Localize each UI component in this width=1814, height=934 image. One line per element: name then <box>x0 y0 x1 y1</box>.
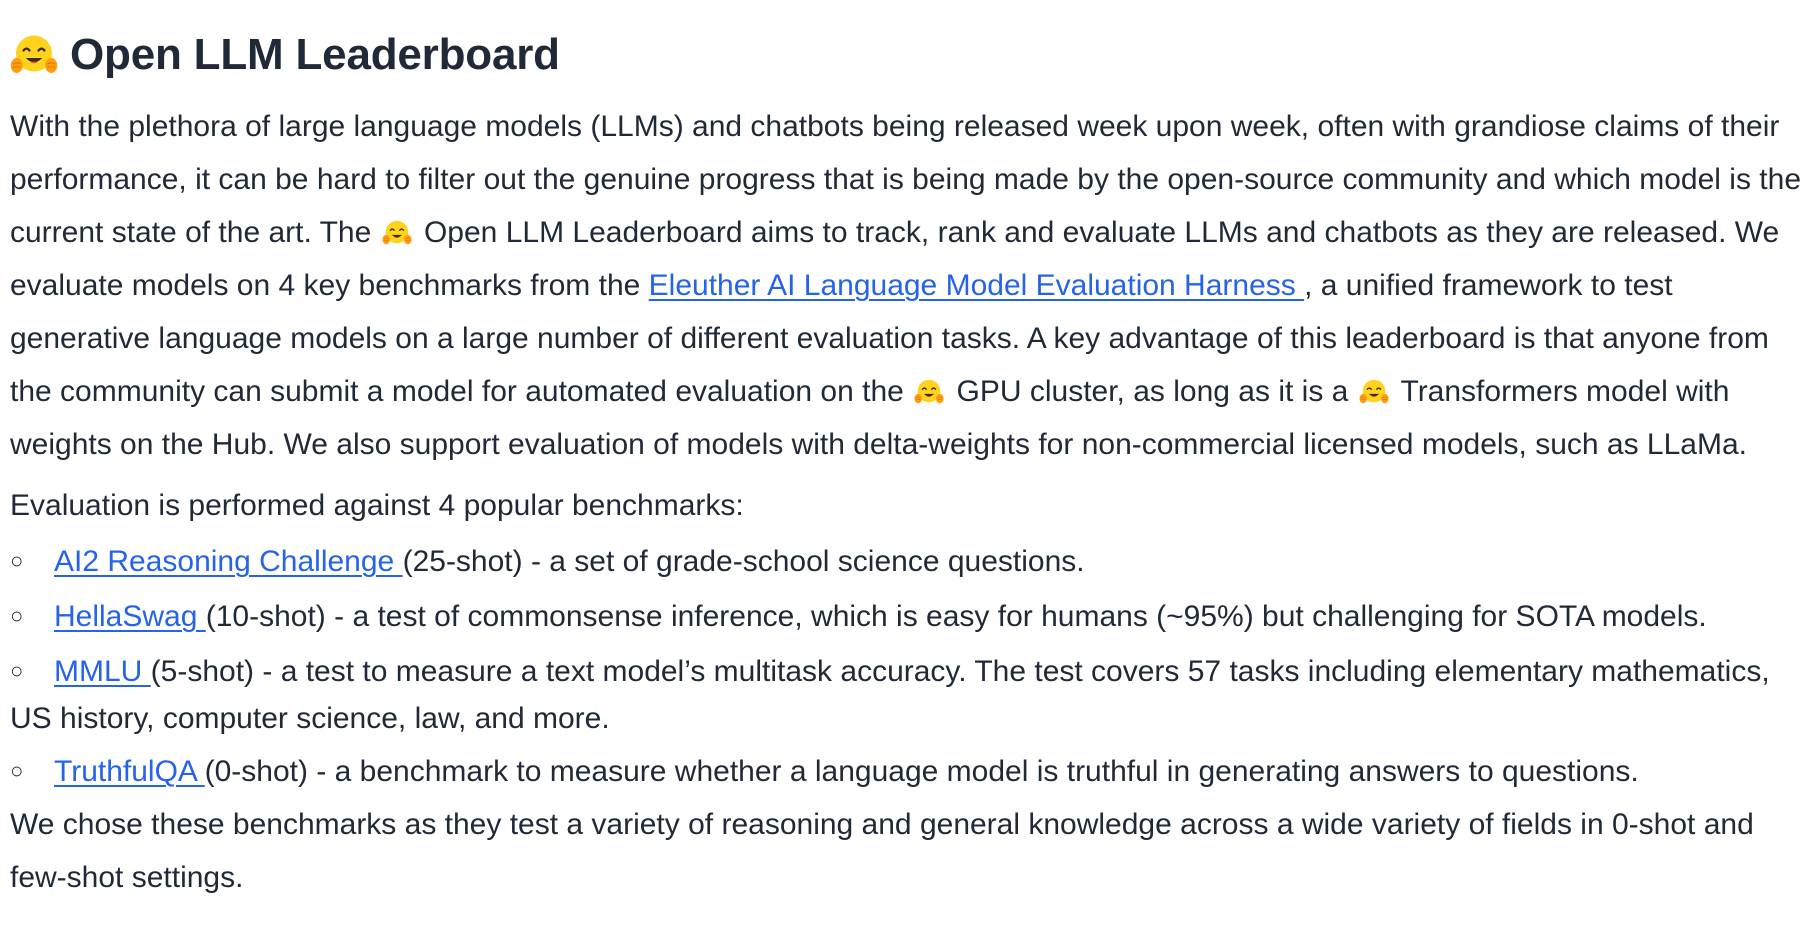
intro-text-3: , a unified framework to test generative language models on a large number of different evaluation tasks. A key advantage of this leaderboard is that anyone from the community can submit a model for automated evaluation on the <box>10 269 1769 408</box>
circle-bullet-icon: ○ <box>10 603 24 628</box>
hugging-face-icon <box>382 218 412 248</box>
benchmark-desc: (5-shot) - a test to measure a text model’s multitask accuracy. The test covers 57 tasks including elementary mathematics, US history, computer science, law, and more. <box>10 655 1770 735</box>
benchmark-link-mmlu[interactable]: MMLU <box>54 655 151 688</box>
harness-link[interactable]: Eleuther AI Language Model Evaluation Harness <box>648 269 1305 302</box>
circle-bullet-icon: ○ <box>10 758 24 783</box>
benchmark-desc: (0-shot) - a benchmark to measure whether a language model is truthful in generating answers to questions. <box>204 755 1639 788</box>
list-item <box>10 594 1804 641</box>
hugging-face-icon <box>1359 377 1389 407</box>
hugging-face-icon <box>10 31 58 79</box>
benchmark-desc: (25-shot) - a set of grade-school science questions. <box>402 545 1085 578</box>
benchmark-link-arc[interactable]: AI2 Reasoning Challenge <box>54 545 403 578</box>
benchmark-link-truthfulqa[interactable]: TruthfulQA <box>54 755 205 788</box>
list-item <box>10 649 1804 741</box>
intro-text-2: Open LLM Leaderboard aims to track, rank and evaluate LLMs and chatbots as they are released. We evaluate models on 4 key benchmarks from the <box>10 216 1780 302</box>
intro-text-4: GPU cluster, as long as it is a <box>948 375 1357 408</box>
intro-paragraph <box>10 100 1804 471</box>
list-item <box>10 749 1804 796</box>
circle-bullet-icon: ○ <box>10 658 24 683</box>
benchmark-list <box>10 539 1804 796</box>
benchmarks-intro: Evaluation is performed against 4 popular benchmarks: <box>10 489 744 522</box>
circle-bullet-icon: ○ <box>10 548 24 573</box>
intro-text-5: Transformers model with weights on the Hub. We also support evaluation of models with delta-weights for non-commercial licensed models, such as LLaMa. <box>10 375 1747 461</box>
benchmark-link-hellaswag[interactable]: HellaSwag <box>54 600 206 633</box>
page-title: Open LLM Leaderboard <box>70 30 560 79</box>
closing-paragraph: We chose these benchmarks as they test a variety of reasoning and general knowledge across a wide variety of fields in 0-shot and few-shot settings. <box>10 808 1754 894</box>
intro-text-1: With the plethora of large language models (LLMs) and chatbots being released week upon week, often with grandiose claims of their performance, it can be hard to filter out the genuine progress that is being made by the open-source community and which model is the current state of the art. The <box>10 110 1802 249</box>
list-item <box>10 539 1804 586</box>
title-row <box>10 24 1804 86</box>
hugging-face-icon <box>914 377 944 407</box>
benchmark-desc: (10-shot) - a test of commonsense inference, which is easy for humans (~95%) but challenging for SOTA models. <box>205 600 1707 633</box>
